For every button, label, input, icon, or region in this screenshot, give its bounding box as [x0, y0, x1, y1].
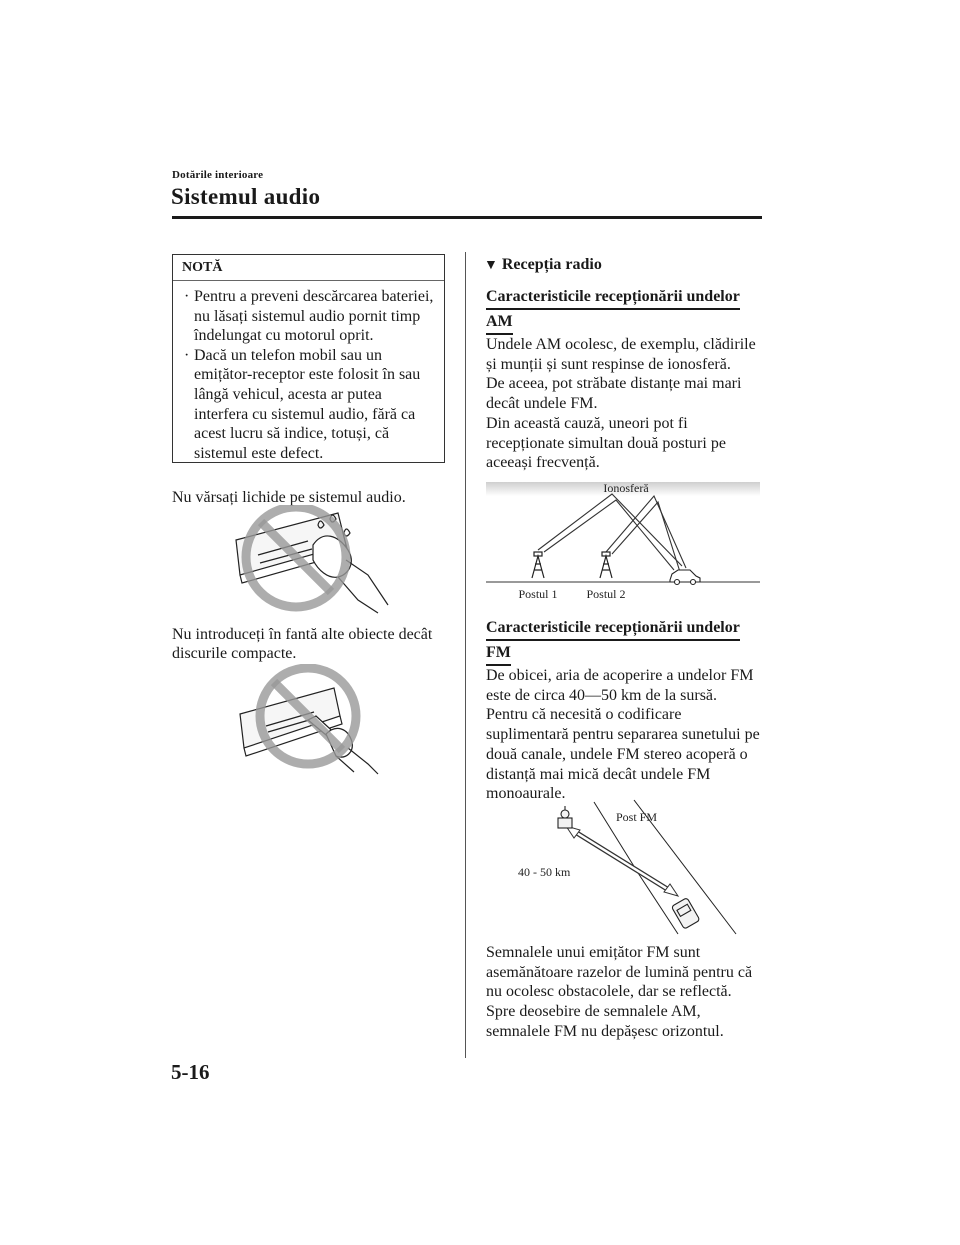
note-item	[173, 346, 444, 464]
section-label: Dotările interioare	[172, 169, 264, 181]
warning-liquids: Nu vărsați lichide pe sistemul audio.	[172, 489, 406, 506]
warning-objects-line2: discurile compacte.	[172, 645, 297, 662]
note-item-text: Pentru a preveni descărcarea bateriei, nu lăsați sistemul audio pornit timp îndelungat cu motorul oprit.	[194, 288, 434, 345]
note-item-text: Dacă un telefon mobil sau un emițător-receptor este folosit în sau lângă vehicul, acesta ar putea interfera cu sistemul audio, fără ca acest lucru să indice, totuși, că sistemul este defect.	[194, 346, 421, 462]
note-box	[172, 254, 445, 463]
triangle-marker-icon: ▼	[484, 258, 498, 273]
fm-distance-label: 40 - 50 km	[518, 865, 571, 879]
bullet-icon: ·	[184, 346, 190, 364]
fm-text-2: Semnalele unui emițător FM sunt asemănătoare razelor de lumină pentru că nu ocolesc obstacolele, dar se reflectă. Spre deosebire de semnalele AM, semnalele FM nu depășesc orizontul.	[486, 944, 753, 1040]
car-icon	[670, 570, 700, 585]
am-propagation-diagram	[486, 478, 760, 604]
fm-range-diagram	[510, 796, 750, 936]
fm-text: De obicei, aria de acoperire a undelor FM este de circa 40―50 km de la sursă. Pentru că necesită o codificare suplimentară pentru separarea sunetului pe două canale, undele FM stereo acoperă o distanță mai mică decât undele FM monoaurale.	[486, 667, 760, 803]
car-icon	[671, 898, 700, 930]
tower-icon	[600, 552, 612, 578]
bullet-icon: ·	[184, 288, 190, 305]
no-objects-illustration	[236, 664, 384, 776]
page-number: 5-16	[171, 1060, 210, 1084]
am-text: Undele AM ocolesc, de exemplu, clădirile și munții și sunt respinse de ionosferă. De aceea, pot străbate distanțe mai mari decât undele FM. Din această cauză, uneori pot fi recepționate simultan două posturi pe aceeași frecvență.	[486, 336, 756, 472]
warning-objects-line1: Nu introduceți în fantă alte obiecte decât	[172, 626, 433, 643]
tower-icon	[532, 552, 544, 578]
fm-heading: Caracteristicile recepționării undelor FM	[486, 618, 740, 666]
fm-tower-icon	[558, 806, 572, 828]
station2-label: Postul 2	[586, 587, 626, 601]
column-divider	[465, 252, 466, 1058]
radio-reception-heading: ▼ Recepția radio	[484, 256, 602, 273]
ionosphere-label: Ionosferă	[603, 481, 649, 495]
fm-station-label: Post FM	[616, 810, 658, 824]
note-list	[173, 287, 444, 463]
page-title: Sistemul audio	[171, 184, 321, 209]
note-heading: NOTĂ	[173, 255, 444, 281]
note-item	[173, 287, 444, 346]
no-liquids-illustration	[228, 505, 390, 615]
am-heading: Caracteristicile recepționării undelor AM	[486, 287, 740, 335]
header-rule	[172, 216, 762, 219]
station1-label: Postul 1	[518, 587, 558, 601]
